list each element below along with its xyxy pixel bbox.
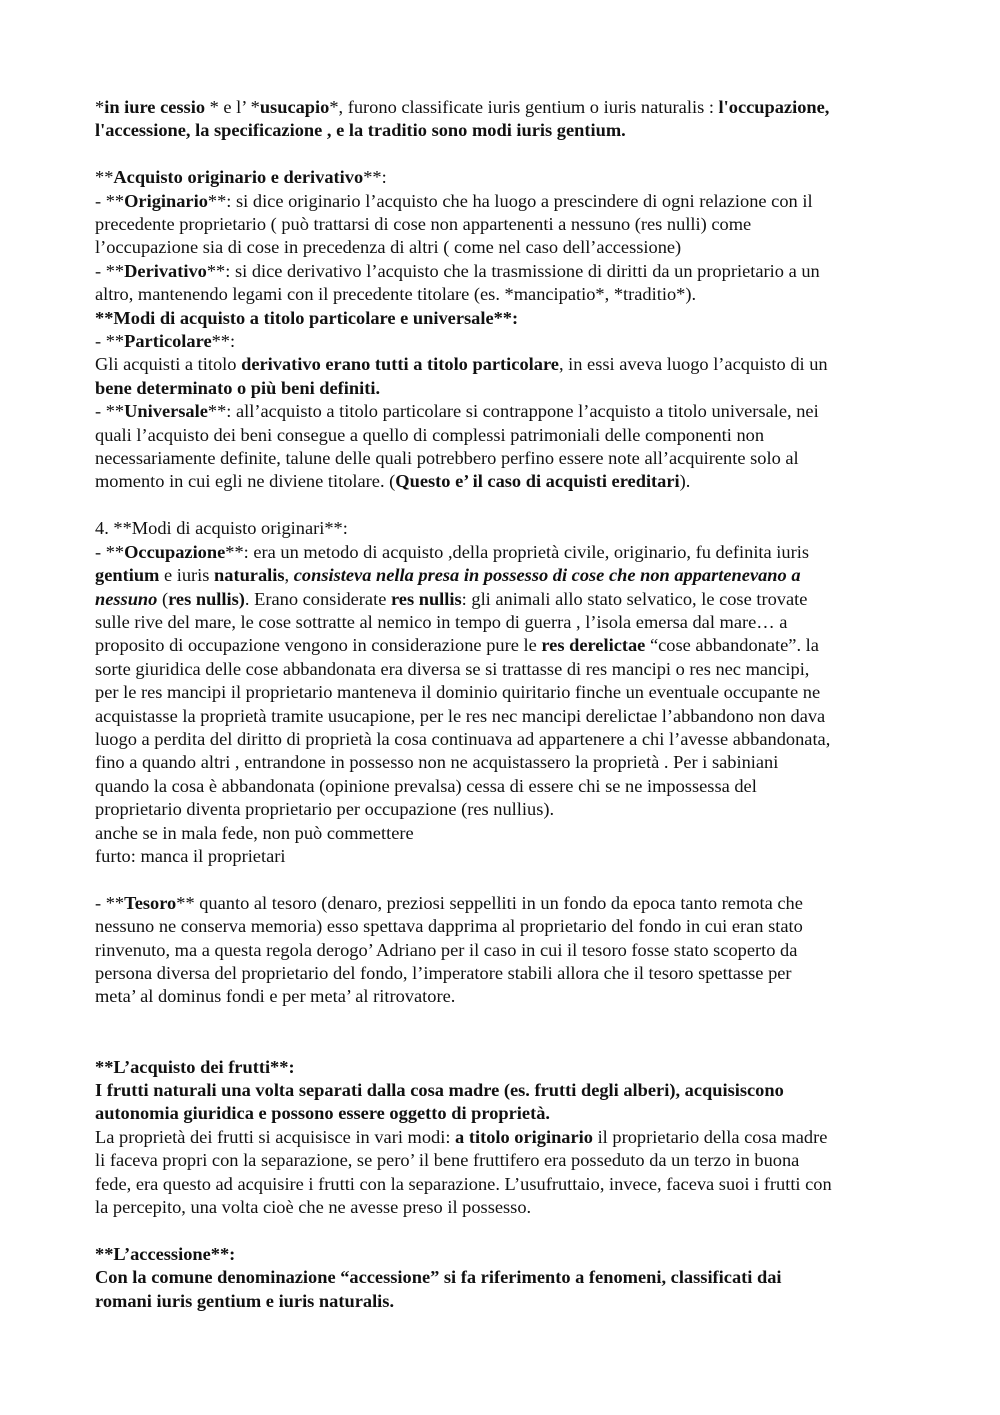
text-line bbox=[95, 775, 915, 798]
text-run: **: bbox=[211, 331, 236, 352]
bold-text: Derivativo bbox=[124, 260, 207, 281]
bold-text: consisteva nella presa in possesso di cose che non appartenevano a bbox=[293, 565, 801, 586]
bold-text: l'accessione, la specificazione , e la traditio sono modi iuris gentium. bbox=[95, 120, 626, 141]
text-line bbox=[95, 1196, 915, 1219]
text-run: persona diversa del proprietario del fondo, l’imperatore stabili allora che il tesoro spettasse per bbox=[95, 962, 792, 983]
text-run: - ** bbox=[95, 541, 125, 562]
text-run: . Erano considerate bbox=[244, 588, 391, 609]
bold-text: Universale bbox=[124, 401, 208, 422]
text-line bbox=[95, 330, 915, 353]
text-run: anche se in mala fede, non può commettere bbox=[95, 822, 414, 843]
bold-text: Con la comune denominazione “accessione” si fa riferimento a fenomeni, classificati dai bbox=[95, 1267, 782, 1288]
text-line bbox=[95, 517, 915, 540]
bold-text: naturalis bbox=[214, 565, 285, 586]
bold-text: gentium bbox=[95, 565, 160, 586]
text-line bbox=[95, 260, 915, 283]
text-line bbox=[95, 1056, 915, 1079]
text-line bbox=[95, 283, 915, 306]
text-run: quali l’acquisto dei beni consegue a quello di complessi patrimoniali delle componenti non bbox=[95, 424, 765, 445]
text-run: La proprietà dei frutti si acquisisce in vari modi: bbox=[95, 1126, 456, 1147]
bold-text: Tesoro bbox=[124, 892, 177, 913]
blank-line bbox=[95, 868, 915, 891]
text-line bbox=[95, 307, 915, 330]
text-line bbox=[95, 353, 915, 376]
text-run: 4. **Modi di acquisto originari**: bbox=[95, 518, 348, 539]
text-line bbox=[95, 564, 915, 587]
bold-text: romani iuris gentium e iuris naturalis. bbox=[95, 1290, 395, 1311]
text-run: e iuris bbox=[159, 565, 215, 586]
text-run: Gli acquisti a titolo bbox=[95, 354, 242, 375]
text-line bbox=[95, 213, 915, 236]
text-run: ( bbox=[157, 588, 169, 609]
text-line bbox=[95, 541, 915, 564]
text-line bbox=[95, 985, 915, 1008]
text-line bbox=[95, 728, 915, 751]
text-run: fede, era questo ad acquisire i frutti con la separazione. L’usufruttaio, invece, faceva suoi i frutti con bbox=[95, 1173, 832, 1194]
bold-text: Questo e’ il caso di acquisti ereditari bbox=[395, 471, 680, 492]
blank-line bbox=[95, 494, 915, 517]
text-run: - ** bbox=[95, 260, 125, 281]
text-run: : gli animali allo stato selvatico, le cose trovate bbox=[461, 588, 808, 609]
text-run: *, furono classificate iuris gentium o iuris naturalis : bbox=[329, 97, 719, 117]
text-line bbox=[95, 705, 915, 728]
text-line bbox=[95, 634, 915, 657]
text-run: meta’ al dominus fondi e per meta’ al ritrovatore. bbox=[95, 986, 456, 1007]
text-run: “cose abbandonate”. la bbox=[645, 635, 819, 656]
text-line bbox=[95, 611, 915, 634]
bold-text: bene determinato o più beni definiti. bbox=[95, 377, 381, 398]
text-line bbox=[95, 424, 915, 447]
text-run: , in essi aveva luogo l’acquisto di un bbox=[558, 354, 828, 375]
text-run: necessariamente definite, talune delle quali potrebbero perfino essere note all’acquirente solo al bbox=[95, 448, 799, 469]
bold-text: autonomia giuridica e possono essere oggetto di proprietà. bbox=[95, 1103, 550, 1124]
text-line bbox=[95, 822, 915, 845]
text-run: l’occupazione sia di cose in precedenza di altri ( come nel caso dell’accessione) bbox=[95, 237, 682, 258]
text-line bbox=[95, 96, 915, 119]
text-line bbox=[95, 190, 915, 213]
text-line bbox=[95, 1102, 915, 1125]
text-line bbox=[95, 166, 915, 189]
text-line bbox=[95, 892, 915, 915]
text-run: rinvenuto, ma a questa regola derogo’ Adriano per il caso in cui il tesoro fosse stato scoperto da bbox=[95, 939, 798, 960]
text-run: furto: manca il proprietari bbox=[95, 845, 286, 866]
bold-text: Originario bbox=[124, 190, 208, 211]
text-line bbox=[95, 400, 915, 423]
document-page bbox=[95, 96, 915, 1313]
text-run: quando la cosa è abbandonata (opinione prevalsa) cessa di essere chi se ne impossessa del bbox=[95, 775, 757, 796]
bold-text: Acquisto originario e derivativo bbox=[113, 167, 364, 188]
bold-text: derivativo erano tutti a titolo particolare bbox=[241, 354, 559, 375]
text-line bbox=[95, 236, 915, 259]
bold-text: I frutti naturali una volta separati dalla cosa madre (es. frutti degli alberi), acquisiscono bbox=[95, 1080, 784, 1100]
text-line bbox=[95, 751, 915, 774]
bold-text: a titolo originario bbox=[455, 1126, 593, 1147]
bold-text: nessuno bbox=[95, 588, 158, 609]
text-run: nessuno ne conserva memoria) esso spettava dapprima al proprietario del fondo in cui eran stato bbox=[95, 916, 803, 937]
text-line bbox=[95, 681, 915, 704]
text-line bbox=[95, 658, 915, 681]
bold-text: Particolare bbox=[124, 331, 212, 352]
text-run: ** bbox=[95, 167, 114, 188]
text-line bbox=[95, 119, 915, 142]
text-run: altro, mantenendo legami con il precedente titolare (es. *mancipatio*, *traditio*). bbox=[95, 284, 697, 305]
text-run: momento in cui egli ne diviene titolare. ( bbox=[95, 471, 396, 492]
bold-text: **L’accessione**: bbox=[95, 1243, 236, 1264]
text-line bbox=[95, 798, 915, 821]
text-run: luogo a perdita del diritto di proprietà la cosa continuava ad appartenere a chi l’avesse abbandonata, bbox=[95, 728, 831, 749]
text-run: **: bbox=[363, 167, 387, 188]
text-run: - ** bbox=[95, 401, 125, 422]
text-line bbox=[95, 1149, 915, 1172]
text-run: **: si dice derivativo l’acquisto che la trasmissione di diritti da un proprietario a un bbox=[206, 260, 820, 281]
text-run: proprietario diventa proprietario per occupazione (res nullius). bbox=[95, 799, 555, 820]
bold-text: usucapio bbox=[259, 97, 330, 117]
text-run: * e l’ * bbox=[205, 97, 260, 117]
bold-text: **L’acquisto dei frutti**: bbox=[95, 1056, 295, 1077]
bold-text: in iure cessio bbox=[104, 97, 206, 117]
blank-line bbox=[95, 1009, 915, 1056]
text-run: **: era un metodo di acquisto ,della proprietà civile, originario, fu definita iuris bbox=[225, 541, 809, 562]
bold-text: res nullis bbox=[390, 588, 462, 609]
text-run: fino a quando altri , entrandone in possesso non ne acquistassero la proprietà . Per i sabiniani bbox=[95, 752, 779, 773]
text-run: acquistasse la proprietà tramite usucapione, per le res nec mancipi derelictae l’abbandono non dava bbox=[95, 705, 826, 726]
text-run: ). bbox=[679, 471, 691, 492]
blank-line bbox=[95, 1219, 915, 1242]
text-run: **: all’acquisto a titolo particolare si contrappone l’acquisto a titolo universale, nei bbox=[207, 401, 819, 422]
text-run: precedente proprietario ( può trattarsi di cose non appartenenti a nessuno (res nulli) come bbox=[95, 214, 752, 235]
text-line bbox=[95, 377, 915, 400]
text-run: * bbox=[95, 97, 105, 117]
text-line bbox=[95, 845, 915, 868]
text-run: **: si dice originario l’acquisto che ha luogo a prescindere di ogni relazione con il bbox=[207, 190, 813, 211]
text-line bbox=[95, 1290, 915, 1313]
text-line bbox=[95, 1266, 915, 1289]
text-line bbox=[95, 962, 915, 985]
text-line bbox=[95, 1079, 915, 1102]
text-line bbox=[95, 447, 915, 470]
blank-line bbox=[95, 143, 915, 166]
text-run: proposito di occupazione vengono in considerazione pure le bbox=[95, 635, 542, 656]
text-line bbox=[95, 939, 915, 962]
bold-text: Occupazione bbox=[124, 541, 226, 562]
text-line bbox=[95, 915, 915, 938]
text-line bbox=[95, 1173, 915, 1196]
text-run: ** quanto al tesoro (denaro, preziosi seppelliti in un fondo da epoca tanto remota che bbox=[176, 892, 803, 913]
text-run: per le res mancipi il proprietario manteneva il dominio quiritario finche un eventuale occupante ne bbox=[95, 682, 821, 703]
bold-text: res derelictae bbox=[541, 635, 646, 656]
text-run: - ** bbox=[95, 331, 125, 352]
text-run: il proprietario della cosa madre bbox=[592, 1126, 828, 1147]
text-run: - ** bbox=[95, 892, 125, 913]
bold-text: res nullis) bbox=[168, 588, 245, 609]
text-run: sorte giuridica delle cose abbandonata era diversa se si trattasse di res mancipi o res nec mancipi, bbox=[95, 658, 810, 679]
text-run: , bbox=[284, 565, 294, 586]
text-run: la percepito, una volta cioè che ne avesse preso il possesso. bbox=[95, 1197, 532, 1218]
text-run: li faceva propri con la separazione, se pero’ il bene fruttifero era posseduto da un terzo in buona bbox=[95, 1150, 800, 1171]
bold-text: l'occupazione, bbox=[718, 97, 830, 117]
text-line bbox=[95, 1243, 915, 1266]
bold-text: **Modi di acquisto a titolo particolare e universale**: bbox=[95, 307, 519, 328]
text-line bbox=[95, 1126, 915, 1149]
text-run: sulle rive del mare, le cose sottratte al nemico in tempo di guerra , l’isola emersa dal mare… a bbox=[95, 611, 788, 632]
text-line bbox=[95, 588, 915, 611]
text-run: - ** bbox=[95, 190, 125, 211]
text-line bbox=[95, 470, 915, 493]
